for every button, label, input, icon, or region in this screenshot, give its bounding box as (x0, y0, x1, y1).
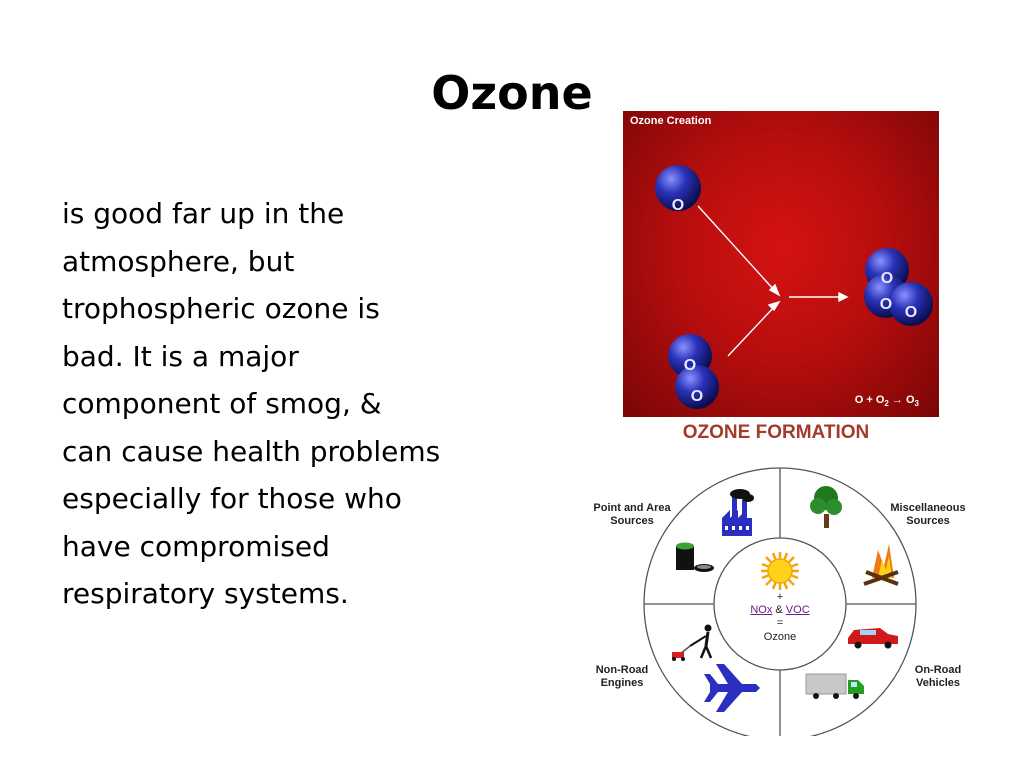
center-equals: = (776, 617, 784, 629)
atom-label: O (879, 296, 893, 313)
body-line: bad. It is a major (62, 339, 299, 373)
body-line: especially for those who (62, 482, 402, 515)
body-line: have compromised (62, 529, 330, 563)
ozone-molecule (864, 248, 933, 326)
ozone-creation-image (623, 111, 939, 417)
slide-body-text (62, 190, 502, 618)
oxygen-atom (655, 165, 701, 214)
sun-icon (761, 552, 799, 590)
label-miscellaneous-sources: Miscellaneous Sources (890, 502, 966, 527)
body-line: trophospheric ozone is (62, 292, 380, 325)
center-ozone: Ozone (763, 631, 797, 643)
atom-label: O (671, 197, 685, 214)
center-plus: + (776, 591, 784, 603)
label-on-road-vehicles: On-Road Vehicles (914, 664, 962, 689)
label-non-road-engines: Non-Road Engines (595, 664, 649, 689)
nox-label: NOx (750, 604, 773, 616)
body-line: component of smog, & (62, 387, 382, 420)
atom-label: O (904, 304, 918, 321)
ozone-formation-image (580, 418, 972, 736)
center-nox-voc: NOx & VOC (750, 604, 810, 616)
oxygen-molecule (668, 334, 719, 409)
slide-title: Ozone (431, 66, 593, 120)
body-line: can cause health problems (62, 434, 441, 468)
label-point-area-sources: Point and Area Sources (593, 502, 671, 527)
body-line: respiratory systems. (62, 577, 349, 610)
atom-label: O (690, 388, 704, 405)
body-line: atmosphere, but (62, 244, 295, 278)
ozone-formation-title: OZONE FORMATION (682, 422, 870, 443)
ozone-creation-diagram (623, 111, 939, 417)
ozone-creation-title: Ozone Creation (630, 115, 712, 127)
atom-label: O (683, 357, 697, 374)
atom-label: O (880, 270, 894, 287)
voc-label: VOC (785, 604, 810, 616)
body-line: is good far up in the (62, 197, 345, 230)
ozone-equation: $O + O_2 \to O_3$ (854, 393, 919, 408)
